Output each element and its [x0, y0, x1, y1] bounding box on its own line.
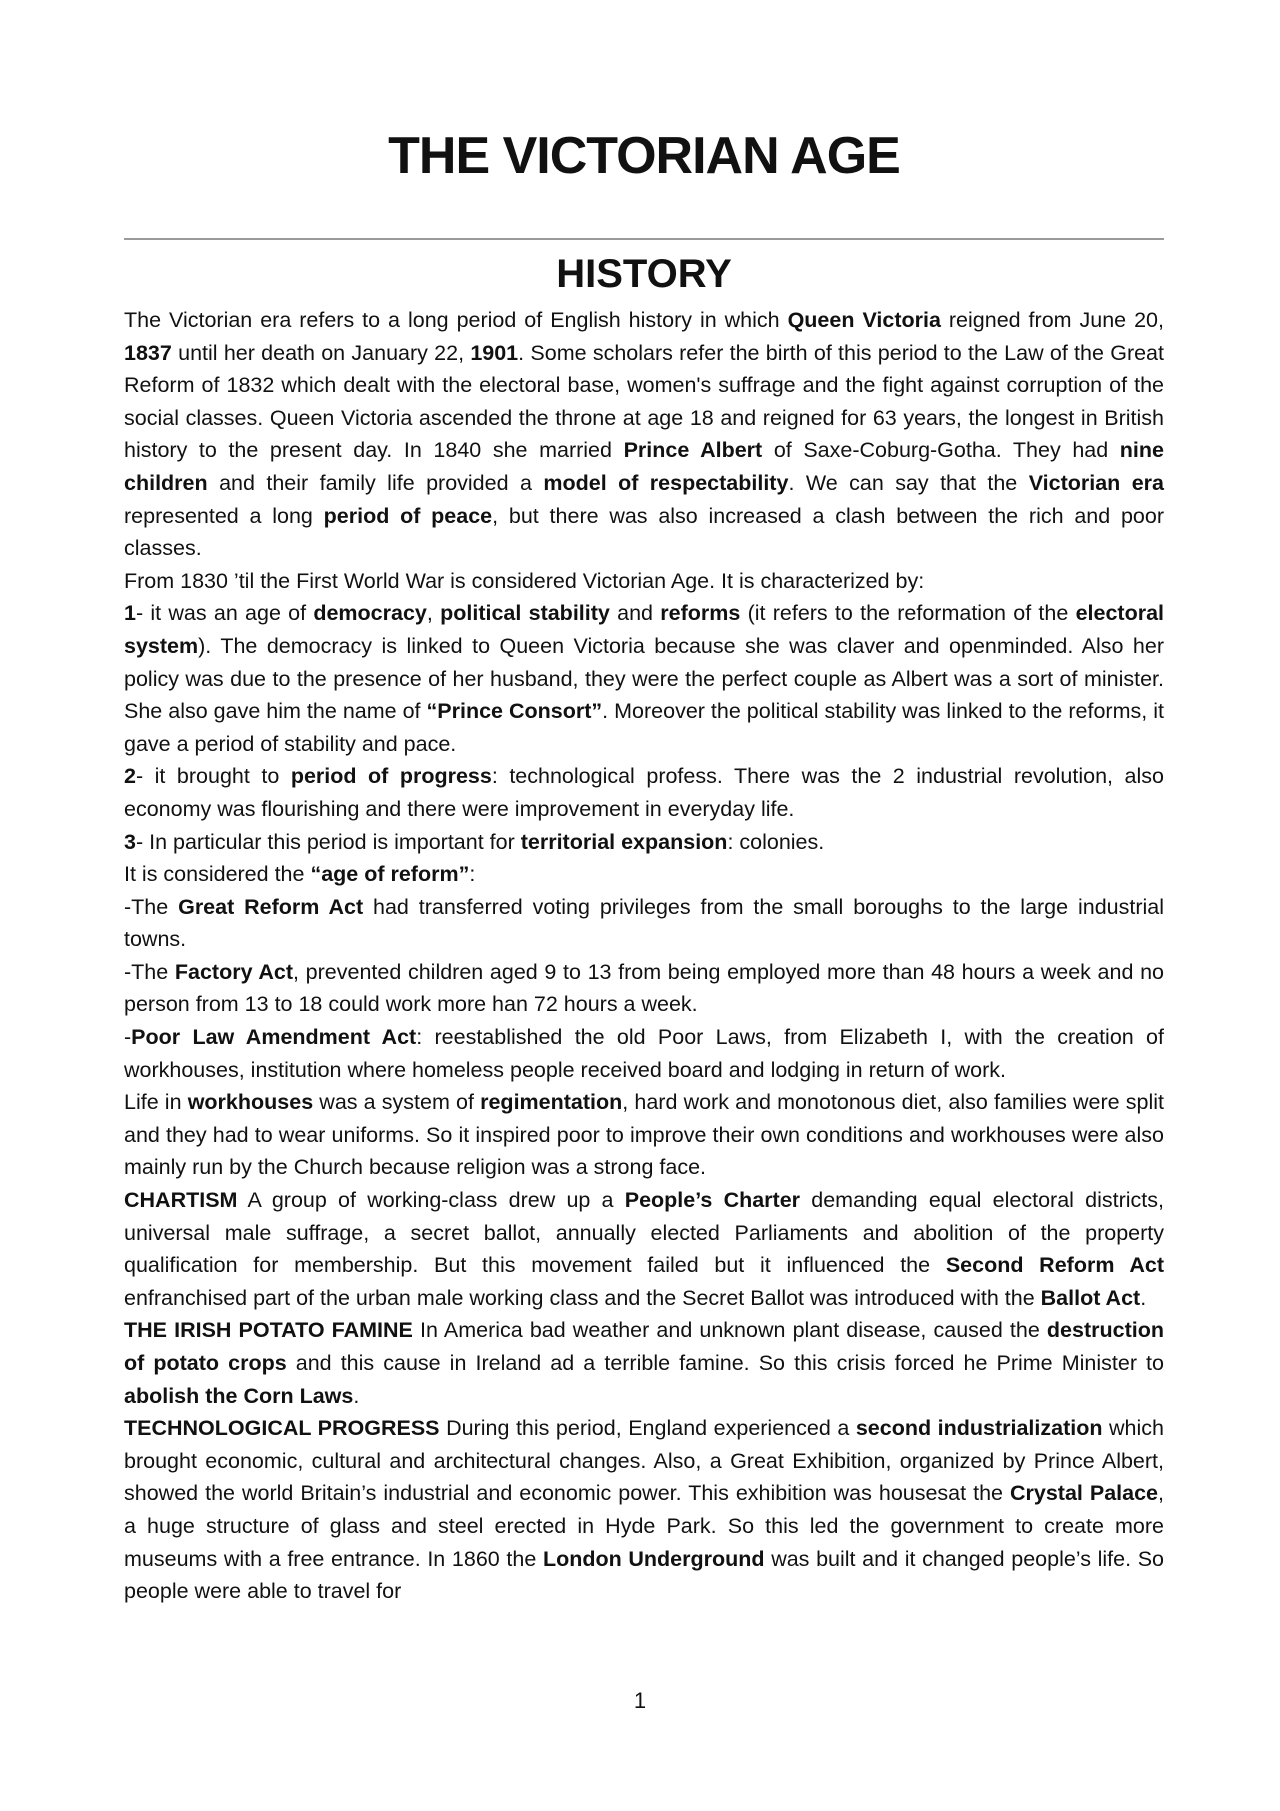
text-run: - In particular this period is important for [135, 829, 521, 854]
text-run: The Victorian era refers to a long period of English history in which [124, 308, 788, 332]
bold-text: model of respectability [543, 470, 789, 495]
bold-text: abolish the Corn Laws [124, 1383, 354, 1408]
text-run: (it refers to the reformation of the [740, 601, 1076, 626]
text-run: which brought economic, cultural and architectural changes. Also, a Great Exhibition, organized by Prince Albert, showed the world Britain’s industrial and economic power. This exhibition was housesat the [124, 1416, 1164, 1506]
text-run: -The [124, 959, 175, 984]
text-run: . Moreover the political stability was linked to the reforms, it gave a period of stability and pace. [124, 699, 1164, 756]
bold-text: Queen Victoria [787, 308, 941, 332]
text-run: , [426, 601, 441, 626]
bold-text: 2 [124, 764, 136, 789]
paragraph [124, 565, 1164, 598]
text-run: and this cause in Ireland ad a terrible famine. So this crisis forced he Prime Minister to [286, 1351, 1164, 1375]
bold-text: Victorian era [1028, 470, 1164, 495]
paragraph [124, 826, 1164, 859]
text-run: . [1140, 1285, 1147, 1310]
bold-text: destruction of potato crops [124, 1318, 1164, 1375]
document-title: THE VICTORIAN AGE [388, 127, 900, 185]
text-run: and their family life provided a [207, 470, 544, 495]
paragraph [124, 1086, 1164, 1184]
text-run: In America bad weather and unknown plant disease, caused the [412, 1318, 1047, 1343]
text-run: -The [124, 894, 179, 919]
text-run: reigned from June 20, [940, 308, 1164, 332]
bold-text: Prince Albert [623, 438, 763, 463]
text-run: , but there was also increased a clash between the rich and poor classes. [124, 503, 1164, 561]
paragraph [124, 1314, 1164, 1412]
text-run: until her death on January 22, [171, 340, 471, 365]
bold-text: Factory Act [174, 959, 294, 984]
text-run: - it was an age of [135, 601, 314, 626]
bold-text: London Underground [542, 1546, 765, 1571]
bold-text: regimentation [480, 1090, 623, 1115]
text-run: enfranchised part of the urban male working class and the Secret Ballot was introduced with the [124, 1285, 1041, 1310]
document-page [124, 0, 1164, 1608]
text-run: ). The democracy is linked to Queen Victoria because she was claver and openminded. Also her policy was due to the presence of her husband, they were the perfect couple as Albert was a sort of minister. She also gave him the name of [124, 633, 1164, 724]
page-number: 1 [633, 1688, 647, 1713]
bold-text: Poor Law Amendment Act [131, 1025, 417, 1050]
paragraph [124, 858, 1164, 891]
bold-text: 1 [124, 601, 136, 626]
bold-text: “Prince Consort” [426, 699, 603, 724]
bold-text: workhouses [187, 1090, 314, 1115]
body-text [124, 304, 1164, 1608]
text-run: A group of working-class drew up a [237, 1188, 625, 1213]
paragraph [124, 304, 1164, 565]
bold-text: Second Reform Act [945, 1253, 1165, 1278]
text-run: During this period, England experienced a [439, 1416, 856, 1441]
bold-text: electoral system [124, 601, 1165, 658]
text-run: : reestablished the old Poor Laws, from Elizabeth I, with the creation of workhouses, institution where homeless people received board and lodging in return of work. [124, 1025, 1164, 1082]
text-run: : [469, 862, 476, 887]
paragraph [124, 1412, 1164, 1608]
paragraph [124, 891, 1164, 956]
bold-text: second industrialization [855, 1416, 1103, 1441]
bold-text: 3 [124, 829, 136, 854]
text-run: was built and it changed people’s life. So people were able to travel for [124, 1546, 1164, 1604]
bold-text: political stability [440, 601, 610, 626]
bold-text: TECHNOLOGICAL PROGRESS [124, 1416, 440, 1441]
text-run: , a huge structure of glass and steel erected in Hyde Park. So this led the government to create more museums with a free entrance. In 1860 the [124, 1481, 1164, 1571]
bold-text: Great Reform Act [178, 894, 364, 919]
bold-text: territorial expansion [520, 829, 728, 854]
paragraph [124, 597, 1164, 760]
text-run: and [609, 601, 661, 626]
bold-text: 1901 [470, 340, 519, 365]
text-run: had transferred voting privileges from the small boroughs to the large industrial towns. [124, 894, 1165, 952]
paragraph [124, 760, 1164, 825]
text-run: represented a long [124, 503, 324, 528]
text-run: , prevented children aged 9 to 13 from being employed more than 48 hours a week and no person from 13 to 18 could work more han 72 hours a week. [124, 959, 1164, 1017]
text-run: - it brought to [135, 764, 291, 789]
text-run: : colonies. [727, 829, 825, 854]
paragraph [124, 1184, 1164, 1314]
bold-text: People’s Charter [624, 1188, 801, 1213]
text-run: Life in [124, 1090, 188, 1115]
text-run: . We can say that the [788, 470, 1029, 495]
bold-text: THE IRISH POTATO FAMINE [124, 1318, 413, 1343]
bold-text: period of peace [323, 503, 493, 528]
title-divider [124, 238, 1164, 240]
text-run: From 1830 ’til the First World War is considered Victorian Age. It is characterized by: [124, 568, 925, 593]
bold-text: 1837 [124, 340, 172, 365]
text-run: - [124, 1025, 132, 1050]
text-run: : technological profess. There was the 2 industrial revolution, also economy was flourishing and there were improvement in everyday life. [124, 764, 1164, 821]
text-run: . [353, 1383, 360, 1408]
bold-text: period of progress [290, 764, 492, 789]
bold-text: reforms [660, 601, 741, 626]
paragraph [124, 956, 1164, 1021]
bold-text: CHARTISM [124, 1188, 238, 1213]
bold-text: Crystal Palace [1009, 1481, 1159, 1506]
paragraph [124, 1021, 1164, 1086]
bold-text: “age of reform” [310, 862, 470, 887]
bold-text: democracy [313, 601, 427, 626]
text-run: was a system of [313, 1090, 481, 1115]
text-run: . Some scholars refer the birth of this period to the Law of the Great Reform of 1832 which dealt with the electoral base, women's suffrage and the fight against corruption of the social classes. Queen Victoria ascended the throne at age 18 and reigned for 63 years, the longest in British history to the present day. In 1840 she married [124, 340, 1164, 463]
text-run: of Saxe-Coburg-Gotha. They had [762, 438, 1120, 463]
text-run: demanding equal electoral districts, universal male suffrage, a secret ballot, annually elected Parliaments and abolition of the property qualification for membership. But this movement failed but it influenced the [124, 1188, 1164, 1278]
text-run: , hard work and monotonous diet, also families were split and they had to wear uniforms. So it inspired poor to improve their own conditions and workhouses were also mainly run by the Church because religion was a strong face. [124, 1090, 1164, 1180]
section-title: HISTORY [556, 252, 732, 296]
bold-text: Ballot Act [1040, 1285, 1141, 1310]
text-run: It is considered the [124, 862, 311, 887]
bold-text: nine children [124, 438, 1164, 495]
